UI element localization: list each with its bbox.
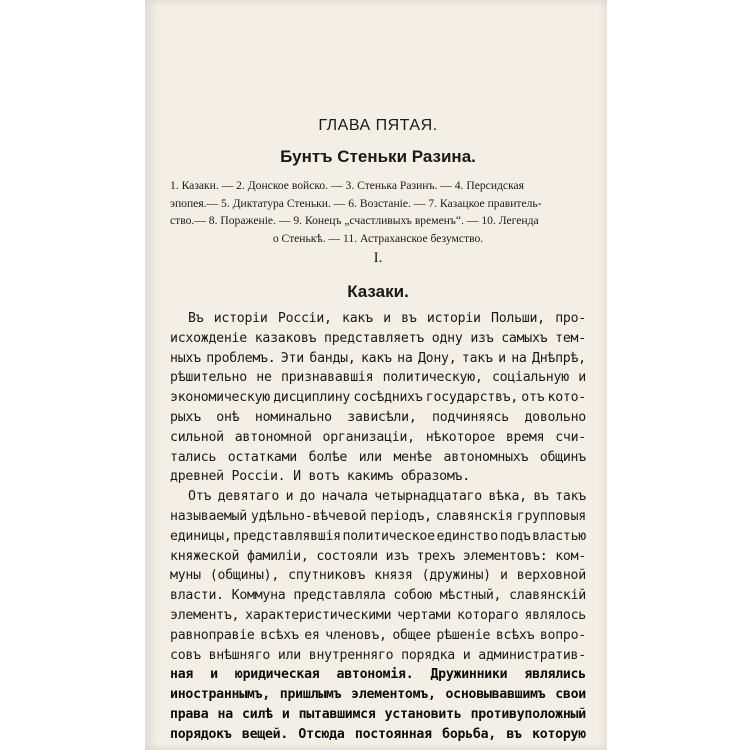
body-word: представляетъ (324, 330, 424, 346)
body-word: въ (401, 311, 417, 326)
body-word: трехъ (416, 548, 455, 564)
body-word: зависѣли, (347, 409, 417, 425)
body-paragraphs (170, 309, 586, 745)
body-word: или (358, 449, 382, 465)
body-word: иностраннымъ, (170, 687, 270, 703)
body-word: которую (532, 726, 586, 742)
body-word: самыхъ (501, 330, 548, 346)
body-word: номинально (254, 409, 332, 425)
contents-line: эпопея.— 5. Диктатура Стеньки. — 6. Возстаніе. — 7. Казацкое правитель- (170, 196, 542, 210)
contents-line: 1. Казаки. — 2. Донское войско. — 3. Стенька Разинъ. — 4. Персидская (170, 179, 525, 192)
body-word: ныхъ (170, 350, 201, 366)
body-word: про- (555, 311, 586, 326)
body-word: и (383, 311, 391, 326)
body-word: довольно (524, 409, 586, 425)
body-line (170, 448, 586, 468)
body-word: элементъ, (170, 607, 240, 623)
body-word: являлись (524, 667, 586, 683)
body-word: вотъ (308, 469, 347, 485)
body-word: общинъ (539, 449, 586, 465)
body-line (170, 388, 586, 408)
body-word: единство (436, 528, 499, 544)
book-page (145, 0, 607, 750)
body-word: въ (533, 489, 549, 505)
body-line (170, 626, 586, 646)
body-word: соціальную (491, 370, 569, 386)
body-word: нѣкоторое (425, 429, 495, 445)
body-line (170, 309, 586, 329)
body-line (170, 725, 586, 745)
body-word: подъ (499, 528, 531, 544)
body-word: на (511, 350, 527, 366)
body-word: представляла (293, 588, 386, 604)
body-word: подчиняясь (432, 409, 509, 425)
body-word: изъ (385, 548, 409, 564)
body-line (170, 685, 586, 705)
body-word: Эти (280, 350, 304, 366)
body-word: періодъ, (370, 508, 432, 524)
body-word: права (170, 706, 209, 722)
body-word: пришлымъ (279, 687, 342, 703)
body-line (170, 665, 586, 685)
body-word: борьба, (442, 726, 496, 742)
body-word: начала (321, 489, 368, 505)
body-word: время (505, 429, 545, 445)
body-word: элементомъ, (351, 687, 436, 703)
body-word: и (498, 350, 506, 366)
body-word: дисциплину (273, 390, 351, 406)
body-line (170, 547, 586, 567)
body-word: административ- (478, 647, 586, 663)
body-word: спутниковъ (288, 568, 366, 584)
body-word: называемый (170, 508, 247, 524)
body-word: состояли (316, 548, 378, 564)
body-word: власти. (170, 588, 224, 604)
body-word: порядка (401, 647, 455, 663)
body-word: являлось (524, 607, 586, 623)
body-word: вѣка, (488, 489, 527, 505)
body-line (170, 646, 586, 666)
body-word: ная (170, 667, 194, 683)
body-word: Днѣпрѣ, (532, 350, 586, 366)
chapter-contents (170, 177, 586, 247)
body-word: въ (506, 726, 522, 742)
body-word: удѣльно-вѣчевой (250, 508, 367, 524)
body-line (170, 527, 586, 547)
body-word: автономной (234, 429, 312, 445)
body-line (170, 467, 586, 487)
body-line (170, 705, 586, 725)
body-word: внутренняго (308, 647, 394, 663)
body-word: отъ (521, 390, 545, 406)
body-word: порядокъ (170, 726, 232, 742)
body-word: всѣхъ (260, 627, 299, 643)
body-word: постоянная (354, 726, 432, 742)
body-word: Россіи. (231, 469, 294, 485)
body-word: счи- (555, 429, 586, 445)
body-word: политическую, (382, 370, 483, 386)
body-word: и (210, 667, 218, 683)
body-word: признававшія (281, 370, 374, 386)
body-word: четырнадцатаго (374, 489, 482, 505)
body-line (170, 368, 586, 388)
body-word: какимъ (346, 469, 401, 485)
body-word: рыхъ (170, 409, 201, 425)
body-word: элементовъ: (462, 548, 548, 564)
chapter-heading: ГЛАВА ПЯТАЯ. (318, 117, 438, 134)
body-word: изъ (470, 330, 494, 346)
contents-line: ство.— 8. Пораженіе. — 9. Конецъ „счастливыхъ временъ“. — 10. Легенда (170, 214, 539, 227)
body-word: княжеской (170, 548, 240, 564)
body-word: основывавшимъ (445, 687, 546, 703)
body-word: и (285, 489, 294, 505)
body-word: силѣ (242, 706, 273, 722)
body-word: политическое (342, 528, 435, 544)
body-line (170, 487, 586, 507)
body-word: исторіи (213, 311, 268, 326)
body-word: сильной (170, 429, 224, 445)
body-word: Отъ (188, 489, 212, 505)
body-word: и (462, 647, 471, 663)
body-word: банды, (309, 350, 356, 366)
body-word: вопро- (539, 627, 586, 643)
body-word: одну (431, 330, 463, 346)
body-word: и (281, 706, 290, 722)
body-word: членовъ, (325, 627, 387, 643)
body-word: вещей. (241, 726, 289, 742)
body-word: юридическая (234, 667, 320, 683)
body-word: Отсюда (298, 726, 345, 742)
body-word: (дружины) (421, 568, 491, 584)
body-line (170, 329, 586, 349)
body-word: ком- (555, 548, 586, 564)
body-word: внѣшняго (208, 647, 271, 663)
body-word: рѣшеніе (436, 627, 491, 643)
body-word: свои (555, 687, 586, 703)
body-word: не (256, 370, 272, 386)
body-word: славянскій (509, 588, 586, 604)
body-word: кото- (547, 390, 586, 406)
body-word: котораго (456, 607, 519, 623)
body-word: единицы, (170, 528, 232, 544)
body-word: пытавшимся (298, 706, 376, 722)
body-word: и (499, 568, 508, 584)
body-word: (общины), (209, 568, 280, 584)
body-word: установить (384, 706, 462, 722)
body-word: групповыя (516, 508, 586, 524)
body-word: Россіи, (277, 311, 332, 326)
body-word: представлявшія (233, 528, 341, 544)
body-word: славянскія (435, 508, 513, 524)
contents-line: о Стенькѣ. — 11. Астраханское безумство. (272, 231, 484, 245)
body-word: исхожденіе (170, 330, 247, 346)
body-word: менѣе (393, 449, 432, 465)
body-word: тались (170, 449, 217, 465)
body-word: какъ (360, 350, 392, 366)
body-word: ея (304, 627, 320, 643)
body-word: Дружинники (430, 667, 508, 683)
body-line (170, 408, 586, 428)
body-word: болѣе (308, 449, 348, 465)
body-line (170, 606, 586, 626)
body-word: рѣшительно (170, 370, 247, 386)
body-word: такъ (461, 350, 493, 366)
body-word: исторіи (426, 311, 481, 326)
body-word: тем- (555, 330, 586, 346)
body-word: властью (532, 528, 586, 544)
body-word: онѣ (216, 409, 240, 425)
body-word: князя (374, 568, 413, 584)
body-word: Польши, (491, 311, 545, 326)
body-word: автономныхъ (443, 449, 529, 465)
chapter-title: Бунтъ Стеньки Разина. (280, 147, 476, 166)
body-word: экономическую (170, 390, 270, 406)
body-word: всѣхъ (495, 627, 535, 643)
body-word: чертами (397, 607, 452, 623)
body-word: верховной (516, 568, 586, 584)
body-line (170, 428, 586, 448)
body-word: образомъ. (400, 469, 470, 485)
body-word: общее (392, 627, 431, 643)
body-word: Дону, (417, 350, 457, 366)
body-word: до (299, 489, 316, 505)
body-word: или (277, 647, 301, 663)
body-word: девятаго (217, 489, 280, 505)
body-word: проблемъ. (206, 350, 276, 366)
body-word: собою (393, 588, 432, 604)
body-word: государствъ, (425, 390, 519, 406)
body-word: организаціи, (322, 429, 415, 445)
body-word: Коммуна (231, 588, 286, 604)
body-word: совъ (170, 647, 201, 663)
body-word: на (397, 350, 413, 366)
body-word: И (293, 469, 309, 485)
body-word: и (578, 370, 586, 386)
body-word: какъ (342, 311, 373, 326)
section-number: I. (373, 250, 383, 266)
body-line (170, 586, 586, 606)
body-word: автономія. (336, 667, 414, 683)
body-word: древней (170, 469, 232, 485)
body-word: остатками (227, 449, 297, 465)
body-word: на (217, 706, 233, 722)
body-word: казаковъ (254, 330, 317, 346)
body-word: характеристическими (245, 607, 392, 623)
body-word: мѣстный, (439, 588, 502, 604)
body-line (170, 566, 586, 586)
body-line (170, 507, 586, 527)
body-line (170, 349, 586, 369)
body-word: равноправіе (170, 627, 255, 643)
section-title: Казаки. (347, 282, 409, 301)
body-word: Въ (188, 311, 204, 326)
body-word: противуположный (470, 706, 586, 722)
body-word: такъ (555, 489, 586, 505)
body-word: сосѣднихъ (353, 390, 423, 406)
body-word: муны (170, 568, 201, 584)
body-word: фамиліи, (247, 548, 309, 564)
